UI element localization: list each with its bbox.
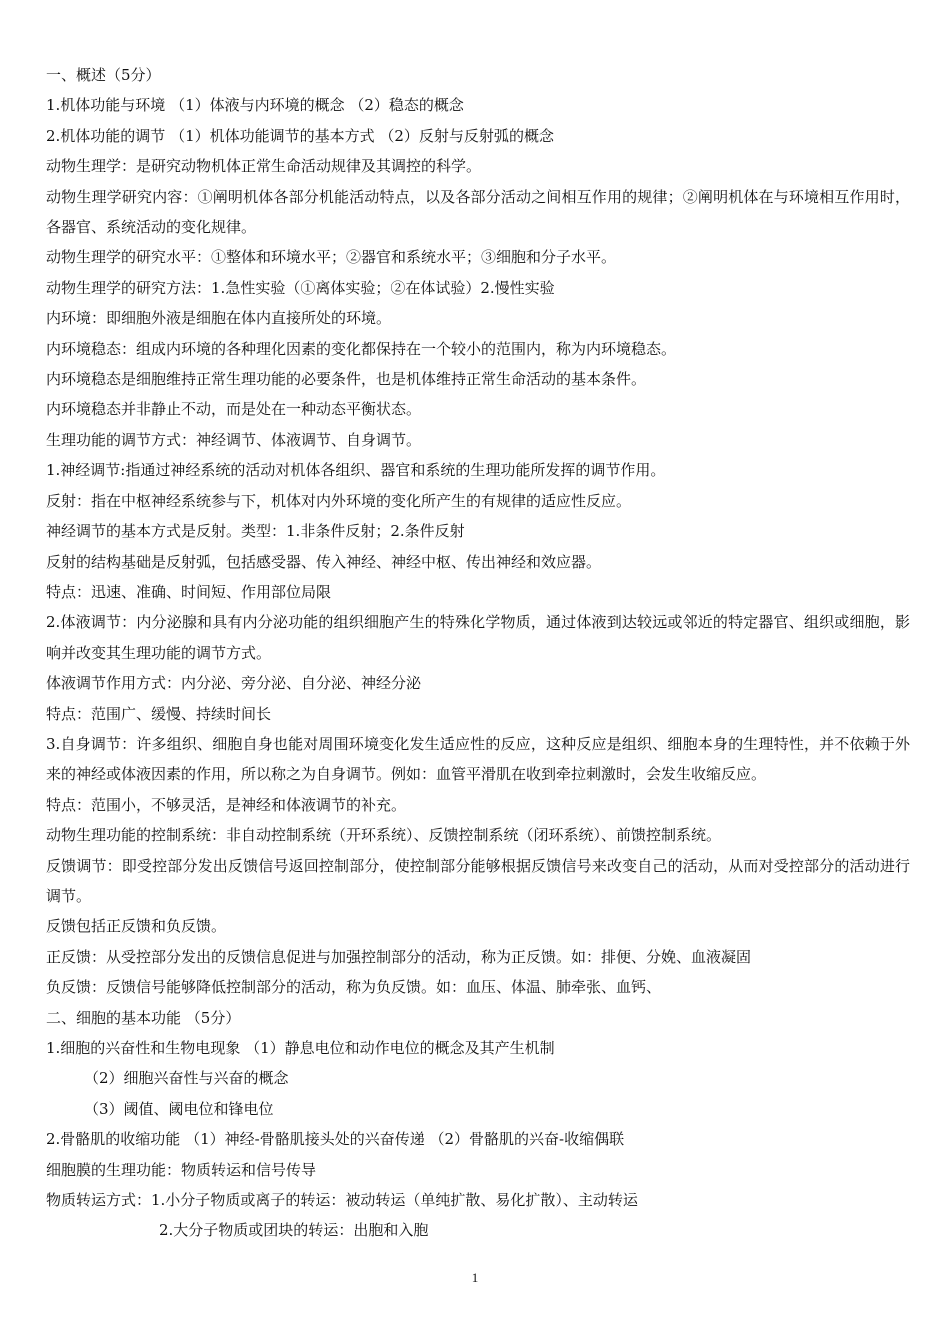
text-line: 正反馈：从受控部分发出的反馈信息促进与加强控制部分的活动，称为正反馈。如：排便、分娩、血液凝固 bbox=[46, 947, 752, 966]
text-paragraph: 动物生理学研究内容：①阐明机体各部分机能活动特点，以及各部分活动之间相互作用的规律；②阐明机体在与环境相互作用时，各器官、系统活动的变化规律。 bbox=[46, 187, 910, 237]
text-line: 生理功能的调节方式：神经调节、体液调节、自身调节。 bbox=[46, 430, 422, 449]
text-line-indented: （3）阈值、阈电位和锋电位 bbox=[84, 1099, 274, 1118]
text-line: 1.细胞的兴奋性和生物电现象 （1）静息电位和动作电位的概念及其产生机制 bbox=[46, 1039, 555, 1057]
document-body bbox=[46, 60, 910, 1246]
text-line-indented: 2.大分子物质或团块的转运：出胞和入胞 bbox=[159, 1221, 429, 1240]
section-heading-overview: 一、概述（5分） bbox=[46, 66, 161, 84]
text-line: 内环境稳态：组成内环境的各种理化因素的变化都保持在一个较小的范围内，称为内环境稳态。 bbox=[46, 339, 677, 358]
text-line: 2.骨骼肌的收缩功能 （1）神经-骨骼肌接头处的兴奋传递 （2）骨骼肌的兴奋-收缩偶联 bbox=[46, 1130, 625, 1149]
text-line: 动物生理功能的控制系统：非自动控制系统（开环系统）、反馈控制系统（闭环系统）、前馈控制系统。 bbox=[46, 826, 722, 845]
text-line-indented: （2）细胞兴奋性与兴奋的概念 bbox=[84, 1069, 289, 1088]
text-line: 负反馈：反馈信号能够降低控制部分的活动，称为负反馈。如：血压、体温、肺牵张、血钙、 bbox=[46, 978, 662, 997]
text-line: 反馈包括正反馈和负反馈。 bbox=[46, 917, 227, 936]
text-line: 内环境：即细胞外液是细胞在体内直接所处的环境。 bbox=[46, 309, 392, 328]
text-line: 细胞膜的生理功能：物质转运和信号传导 bbox=[46, 1160, 317, 1179]
page-number: 1 bbox=[471, 1270, 479, 1285]
text-line: 体液调节作用方式：内分泌、旁分泌、自分泌、神经分泌 bbox=[46, 674, 422, 693]
text-line: 特点：范围小，不够灵活，是神经和体液调节的补充。 bbox=[46, 795, 407, 814]
text-line: 特点：迅速、准确、时间短、作用部位局限 bbox=[46, 582, 332, 601]
text-line: 动物生理学的研究方法：1.急性实验（①离体实验；②在体试验）2.慢性实验 bbox=[46, 278, 555, 297]
text-line: 特点：范围广、缓慢、持续时间长 bbox=[46, 704, 272, 723]
text-line: 动物生理学：是研究动物机体正常生命活动规律及其调控的科学。 bbox=[46, 157, 482, 176]
text-paragraph: 3.自身调节：许多组织、细胞自身也能对周围环境变化发生适应性的反应，这种反应是组织、细胞本身的生理特性，并不依赖于外来的神经或体液因素的作用，所以称之为自身调节。例如：血管平滑肌在收到牵拉刺激时，会发生收缩反应。 bbox=[46, 734, 910, 784]
text-line: 神经调节的基本方式是反射。类型：1.非条件反射；2.条件反射 bbox=[46, 522, 465, 541]
text-line: 1.机体功能与环境 （1）体液与内环境的概念 （2）稳态的概念 bbox=[46, 96, 464, 115]
text-line: 1.神经调节:指通过神经系统的活动对机体各组织、器官和系统的生理功能所发挥的调节作用。 bbox=[46, 461, 666, 480]
text-line: 内环境稳态是细胞维持正常生理功能的必要条件，也是机体维持正常生命活动的基本条件。 bbox=[46, 370, 647, 389]
text-line: 动物生理学的研究水平：①整体和环境水平；②器官和系统水平；③细胞和分子水平。 bbox=[46, 248, 617, 267]
text-line: 反射的结构基础是反射弧，包括感受器、传入神经、神经中枢、传出神经和效应器。 bbox=[46, 552, 602, 571]
text-paragraph: 反馈调节：即受控部分发出反馈信号返回控制部分，使控制部分能够根据反馈信号来改变自己的活动，从而对受控部分的活动进行调节。 bbox=[46, 856, 910, 905]
text-line: 反射：指在中枢神经系统参与下，机体对内外环境的变化所产生的有规律的适应性反应。 bbox=[46, 491, 632, 510]
text-line: 内环境稳态并非静止不动，而是处在一种动态平衡状态。 bbox=[46, 400, 422, 419]
section-heading-cell-function: 二、细胞的基本功能 （5分） bbox=[46, 1008, 241, 1027]
text-line: 2.机体功能的调节 （1）机体功能调节的基本方式 （2）反射与反射弧的概念 bbox=[46, 126, 554, 145]
text-paragraph: 2.体液调节：内分泌腺和具有内分泌功能的组织细胞产生的特殊化学物质，通过体液到达较远或邻近的特定器官、组织或细胞，影响并改变其生理功能的调节方式。 bbox=[46, 613, 910, 662]
text-line: 物质转运方式：1.小分子物质或离子的转运：被动转运（单纯扩散、易化扩散）、主动转运 bbox=[46, 1191, 638, 1210]
